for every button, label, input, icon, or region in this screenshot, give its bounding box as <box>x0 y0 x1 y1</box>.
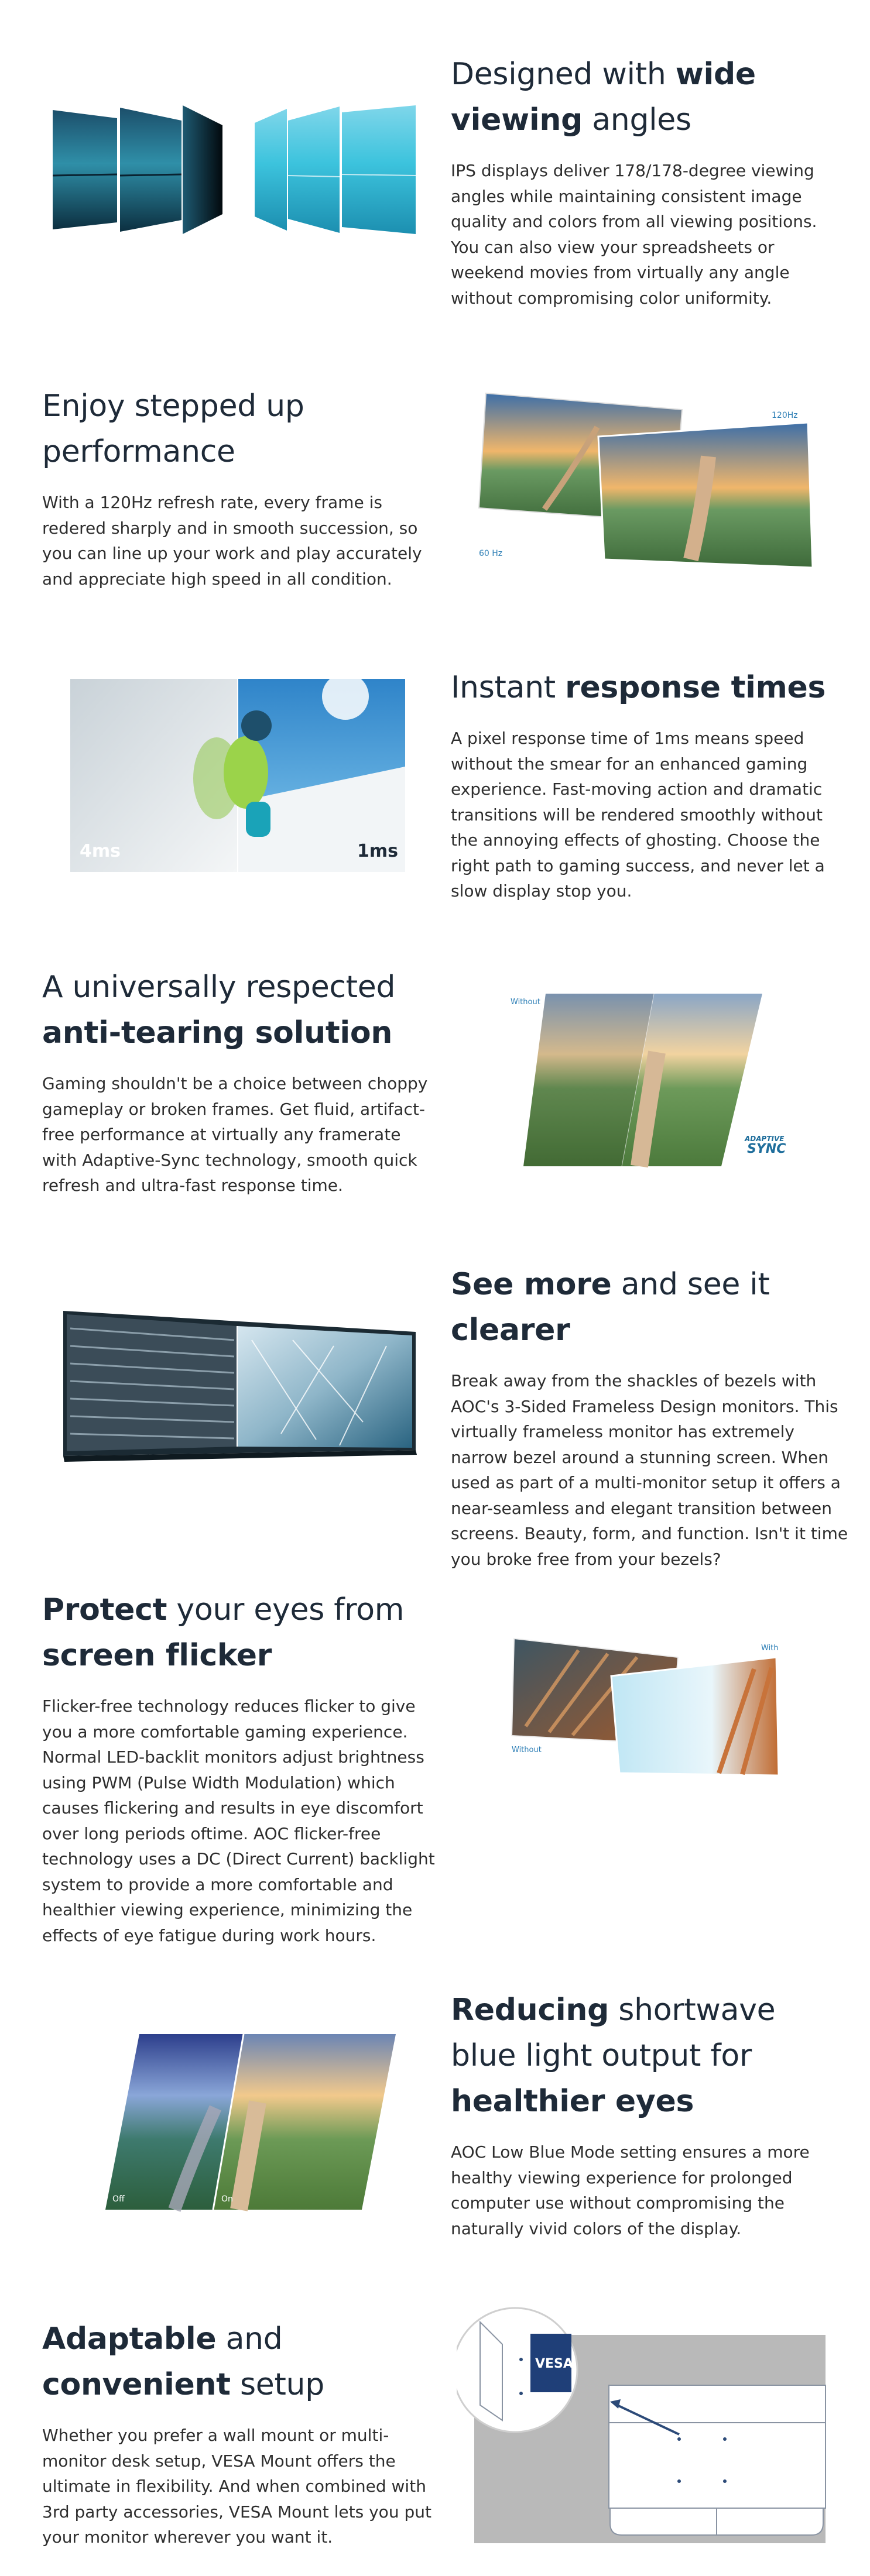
title-part: Reducing <box>451 1993 609 2028</box>
title-part: Protect <box>42 1592 167 1627</box>
title-part: setup <box>230 2367 324 2402</box>
label-off: Off <box>112 2194 125 2204</box>
title-part: Enjoy stepped up performance <box>42 389 304 469</box>
feature-title <box>451 1262 849 1353</box>
feature-body: With a 120Hz refresh rate, every frame is redered sharply and in smooth succession, so you can line up your work and play accurately and appreciate high speed in all condition. <box>42 493 422 589</box>
feature-body: Break away from the shackles of bezels with AOC's 3-Sided Frameless Design monitors. This virtually frameless monitor has extremely narrow bezel around a stunning screen. When used as part of a multi-monitor setup it offers a near-seamless and elegant transition between screens. Beauty, form, and function. Isn't it time you broke free from your bezels? <box>451 1371 848 1569</box>
title-part: screen flicker <box>42 1638 272 1673</box>
response-time-illustration <box>70 679 405 872</box>
feature-text <box>42 964 440 1198</box>
feature-text <box>42 383 440 592</box>
title-part: anti-tearing solution <box>42 1015 393 1050</box>
feature-adaptive-sync <box>0 936 870 1241</box>
feature-text <box>451 51 849 311</box>
vesa-label: VESA <box>535 2357 573 2371</box>
title-part: Adaptable <box>42 2321 217 2357</box>
title-part: Designed with <box>451 57 676 92</box>
feature-response-time <box>0 632 870 936</box>
label-with: With <box>761 1644 779 1653</box>
title-part: convenient <box>42 2367 231 2402</box>
title-part: Instant <box>451 670 566 705</box>
adaptive-sync-logo-top: ADAPTIVE <box>745 1135 785 1143</box>
label-on: On <box>221 2194 233 2204</box>
feature-title <box>42 383 440 475</box>
label-60hz: 60 Hz <box>479 549 503 558</box>
label-1ms: 1ms <box>357 841 398 861</box>
feature-flicker-free <box>0 1568 870 1966</box>
title-part: healthier eyes <box>451 2084 694 2119</box>
feature-text <box>42 2316 440 2550</box>
feature-wide-viewing-angles <box>0 0 870 328</box>
feature-refresh-rate <box>0 328 870 632</box>
title-part: See more <box>451 1267 612 1302</box>
title-part: angles <box>583 102 691 138</box>
feature-text <box>451 1987 849 2241</box>
feature-body: Gaming shouldn't be a choice between choppy gameplay or broken frames. Get fluid, artifact-free performance at virtually any framerate with Adaptive-Sync technology, smooth quick refresh and ultra-fast response time. <box>42 1074 428 1195</box>
frameless-monitor-illustration <box>59 1305 422 1463</box>
feature-title <box>451 51 849 143</box>
adaptive-sync-logo-bottom: SYNC <box>747 1142 786 1156</box>
feature-text <box>451 665 849 904</box>
title-part: shortwave blue light output for <box>451 1993 776 2073</box>
feature-title <box>42 1587 440 1678</box>
feature-vesa-mount <box>0 2282 870 2576</box>
refresh-rate-illustration <box>474 386 826 585</box>
title-part: A universally respected <box>42 970 396 1005</box>
title-part: and see it <box>611 1267 770 1302</box>
label-without: Without <box>511 998 540 1007</box>
feature-low-blue-light <box>0 1966 870 2282</box>
vesa-mount-illustration <box>457 2306 837 2547</box>
label-without: Without <box>512 1746 542 1754</box>
feature-title <box>42 964 440 1056</box>
title-part: clearer <box>451 1313 570 1348</box>
low-blue-light-illustration <box>104 2032 397 2213</box>
feature-title <box>451 665 849 710</box>
feature-body: Flicker-free technology reduces flicker to give you a more comfortable gaming experience. Normal LED-backlit monitors adjust brightness using PWM (Pulse Width Modulation) which causes flickering and results in eye discomfort over long periods oftime. AOC flicker-free technology uses a DC (Direct Current) backlight system to provide a more comfortable and healthier viewing experience, minimizing the effects of eye fatigue during work hours. <box>42 1696 435 1945</box>
feature-body: AOC Low Blue Mode setting ensures a more healthy viewing experience for prolonged computer use without compromising the naturally vivid colors of the display. <box>451 2142 810 2238</box>
title-part: and <box>216 2321 283 2357</box>
label-4ms: 4ms <box>80 841 121 861</box>
viewing-angle-illustration <box>53 105 416 234</box>
flicker-free-illustration <box>508 1627 789 1779</box>
title-part: wide viewing <box>451 57 756 138</box>
title-part: response times <box>565 670 826 705</box>
adaptive-sync-illustration <box>505 988 786 1175</box>
title-part: your eyes from <box>167 1592 405 1627</box>
feature-body: A pixel response time of 1ms means speed without the smear for an enhanced gaming experience. Fast-moving action and dramatic transitions will be rendered smoothly without the annoying effects of ghosting. Choose the right path to gaming success, and never let a slow display stop you. <box>451 729 825 901</box>
feature-frameless-design <box>0 1241 870 1568</box>
feature-text <box>451 1262 849 1572</box>
feature-body: IPS displays deliver 178/178-degree viewing angles while maintaining consistent image quality and colors from all viewing positions. You can also view your spreadsheets or weekend movies from virtually any angle without compromising color uniformity. <box>451 161 817 308</box>
feature-title <box>451 1987 849 2124</box>
feature-body: Whether you prefer a wall mount or multi-monitor desk setup, VESA Mount offers the ultimate in flexibility. And when combined with 3rd party accessories, VESA Mount lets you put your monitor wherever you want it. <box>42 2426 431 2547</box>
feature-text <box>42 1587 440 1948</box>
feature-title <box>42 2316 440 2407</box>
label-120hz: 120Hz <box>772 411 798 420</box>
